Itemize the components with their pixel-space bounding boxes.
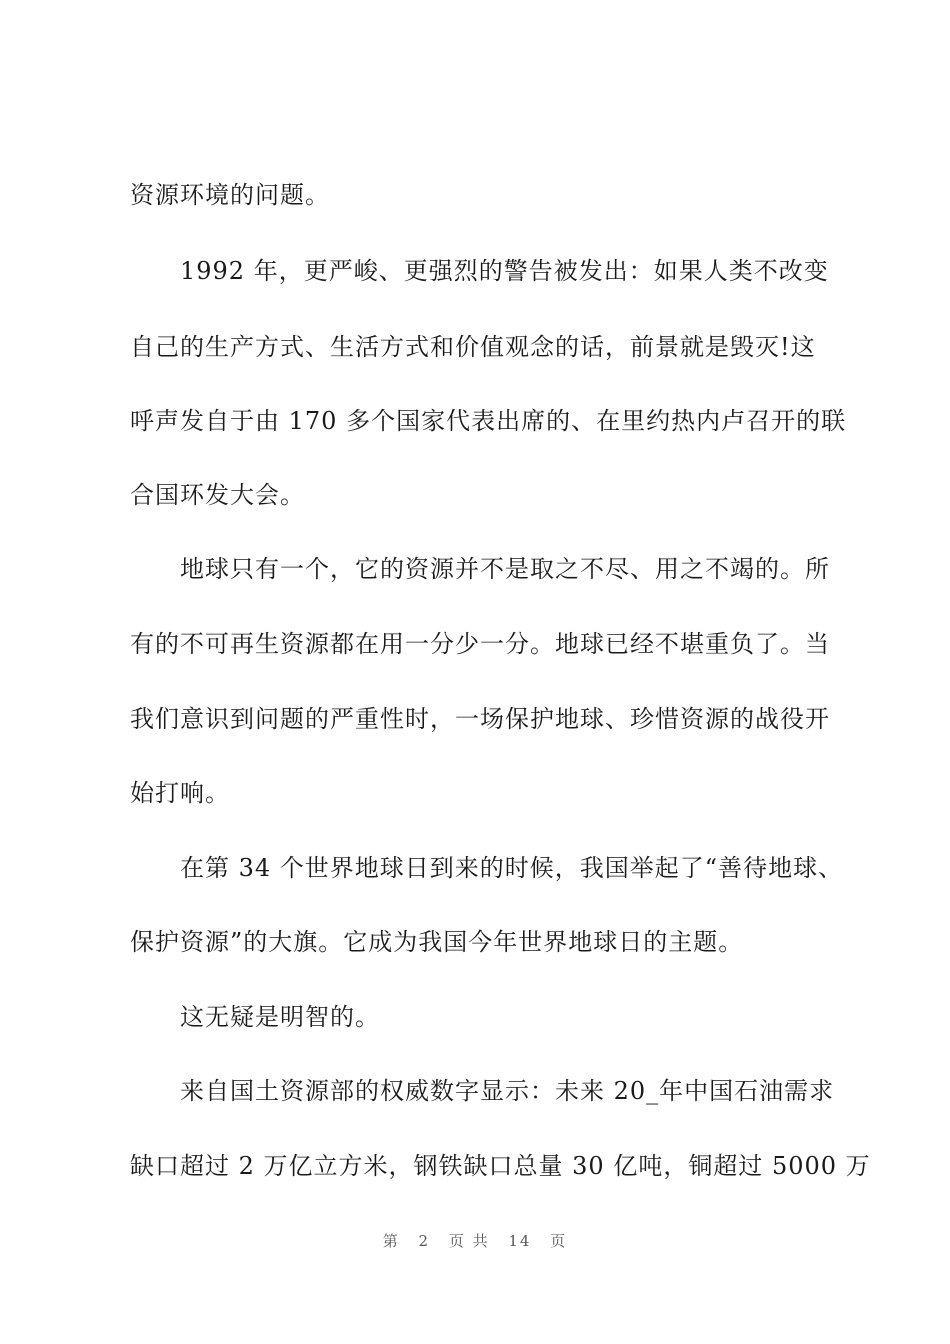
paragraph-line: 来自国土资源部的权威数字显示：未来 20_年中国石油需求 xyxy=(130,1077,835,1105)
paragraph-line: 地球只有一个，它的资源并不是取之不尽、用之不竭的。所 xyxy=(130,555,830,583)
footer-prefix: 第 xyxy=(382,1232,400,1250)
paragraph-line: 有的不可再生资源都在用一分少一分。地球已经不堪重负了。当 xyxy=(130,630,830,658)
total-page-count: 14 xyxy=(508,1232,532,1250)
paragraph-line: 我们意识到问题的严重性时，一场保护地球、珍惜资源的战役开 xyxy=(130,705,830,733)
page-footer xyxy=(0,1230,950,1251)
current-page-number: 2 xyxy=(418,1232,431,1250)
paragraph-line: 1992 年，更严峻、更强烈的警告被发出：如果人类不改变 xyxy=(130,257,829,285)
paragraph-line: 自己的生产方式、生活方式和价值观念的话，前景就是毁灭!这 xyxy=(130,333,816,361)
paragraph-line: 保护资源”的大旗。它成为我国今年世界地球日的主题。 xyxy=(130,928,744,956)
footer-middle: 页 共 xyxy=(448,1232,490,1250)
footer-suffix: 页 xyxy=(550,1232,568,1250)
paragraph-line: 在第 34 个世界地球日到来的时候，我国举起了“善待地球、 xyxy=(130,854,844,882)
paragraph-line: 呼声发自于由 170 多个国家代表出席的、在里约热内卢召开的联 xyxy=(130,407,847,435)
paragraph-line: 资源环境的问题。 xyxy=(130,181,330,209)
paragraph-line: 缺口超过 2 万亿立方米，钢铁缺口总量 30 亿吨，铜超过 5000 万 xyxy=(130,1152,871,1180)
paragraph-line: 始打响。 xyxy=(130,779,230,807)
paragraph-line: 合国环发大会。 xyxy=(130,481,305,509)
paragraph-line: 这无疑是明智的。 xyxy=(130,1003,380,1031)
